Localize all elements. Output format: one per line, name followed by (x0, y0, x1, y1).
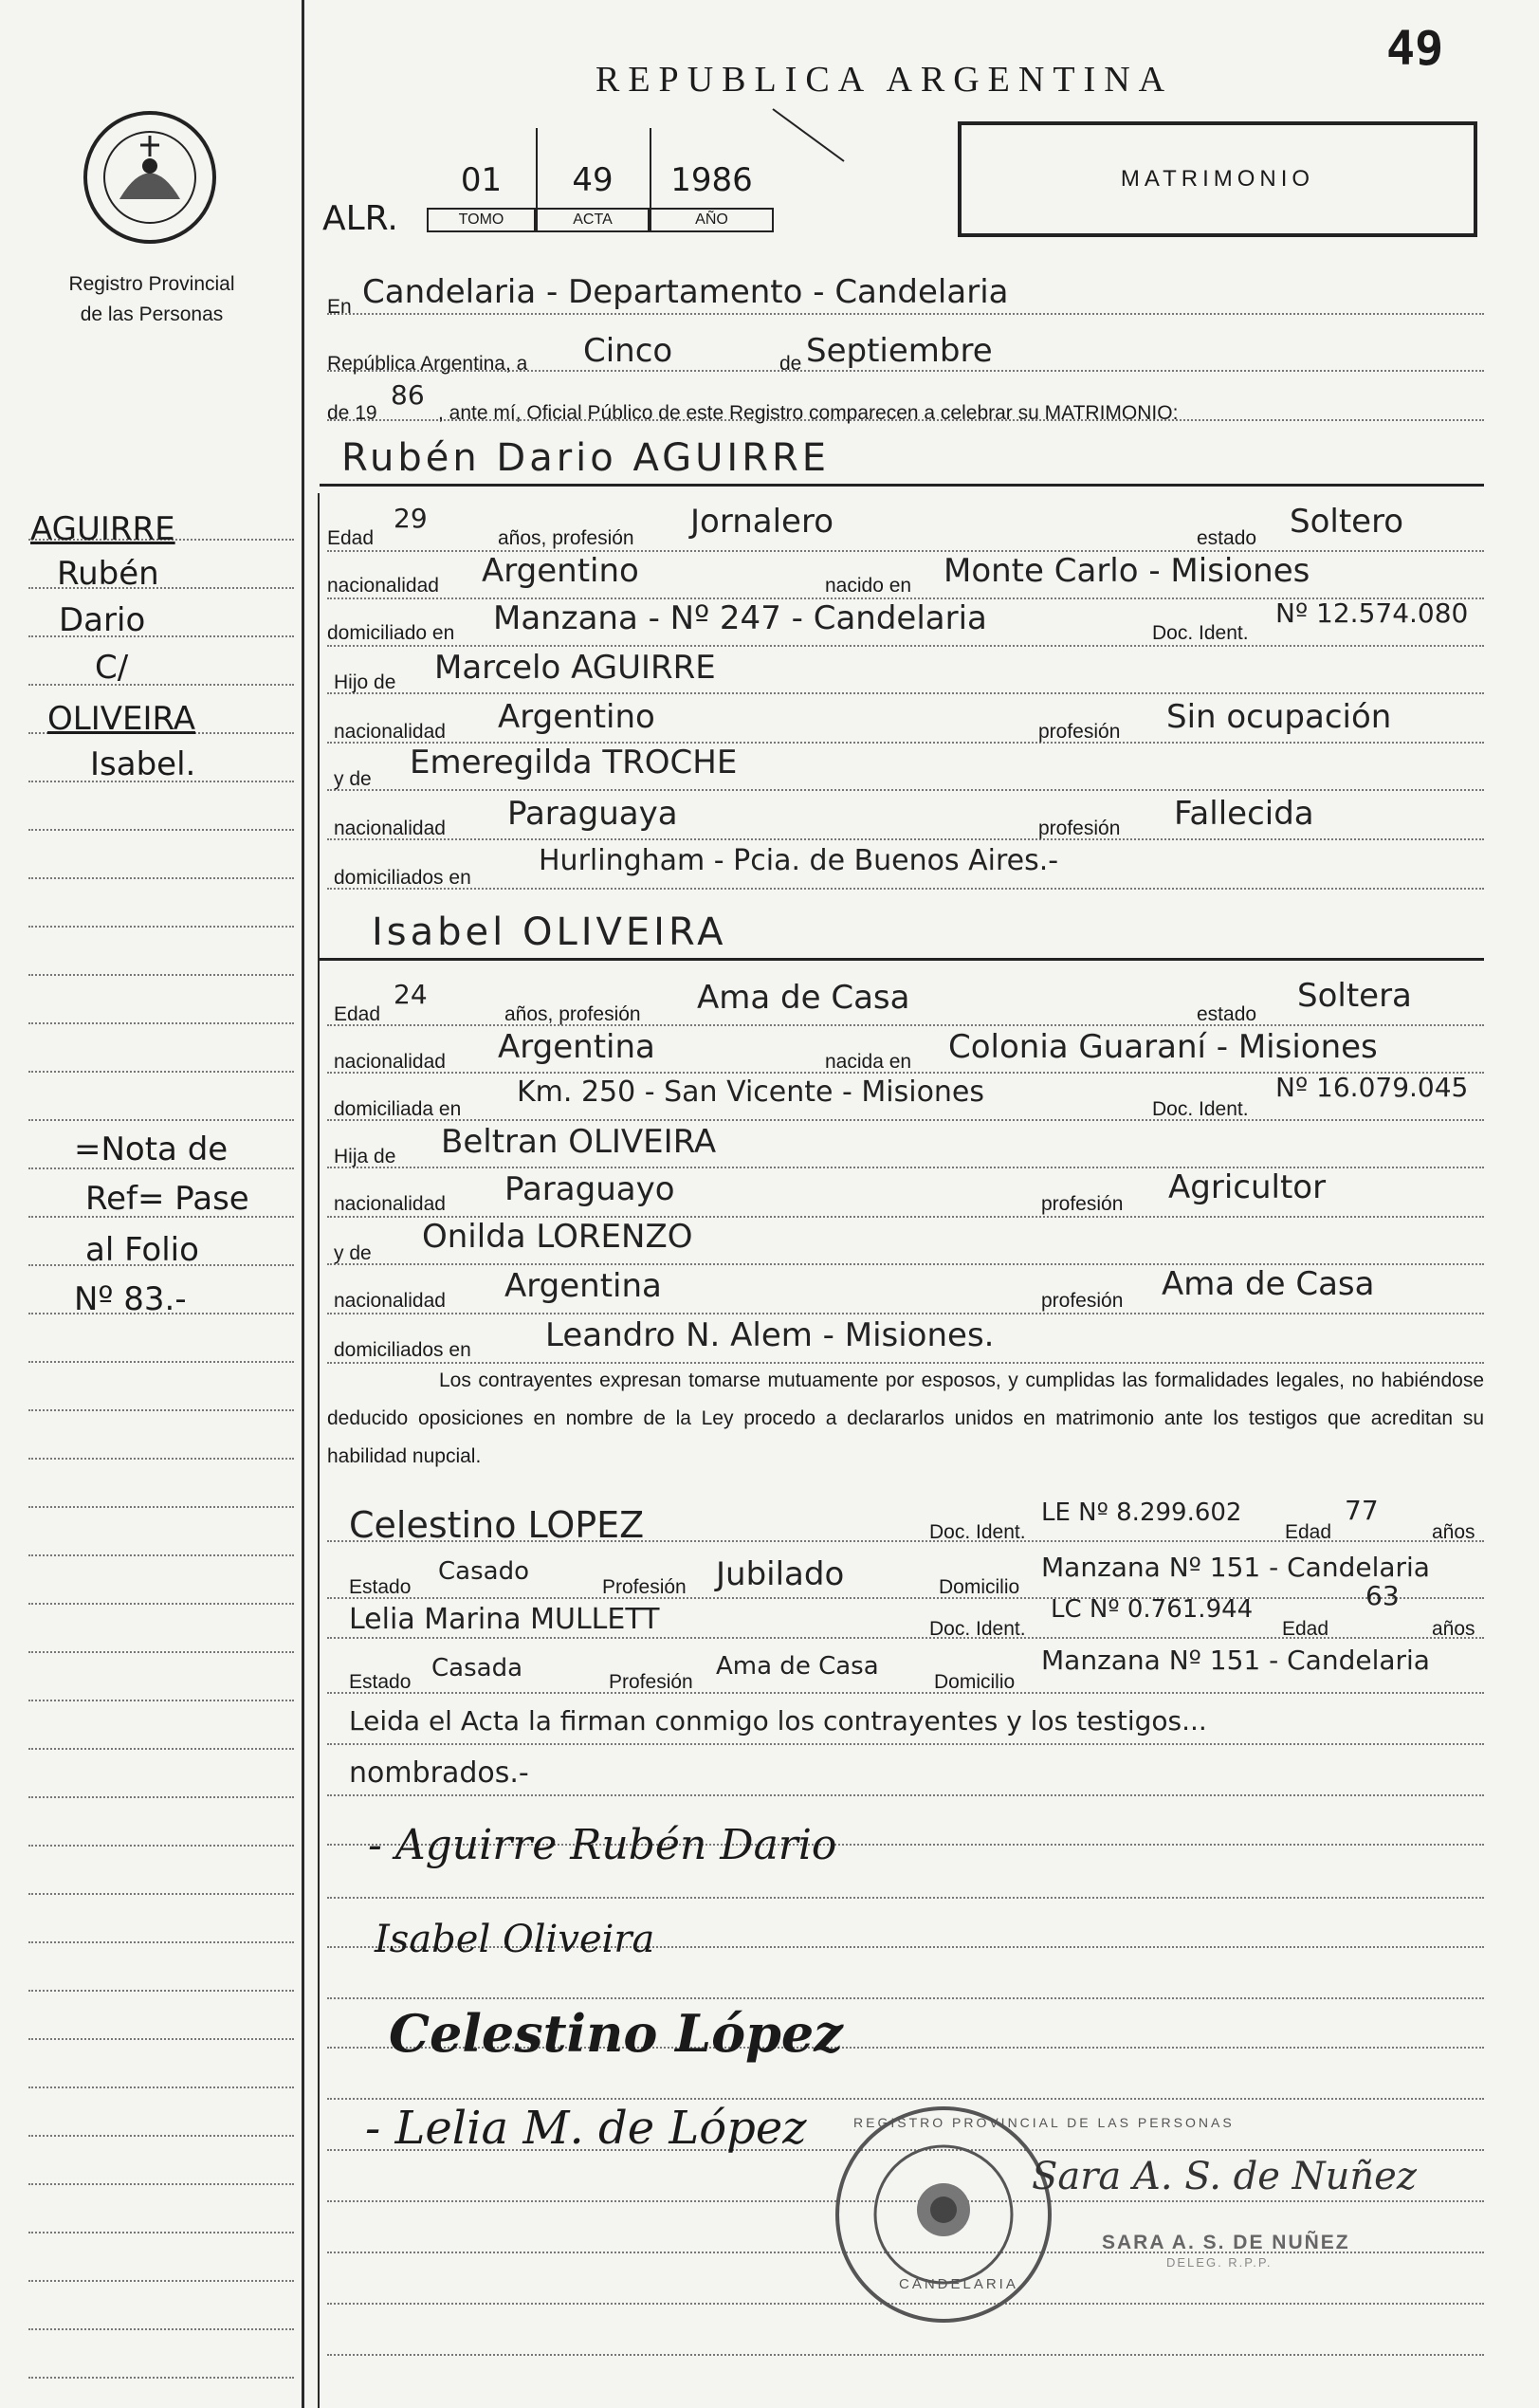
sidebar-rule (28, 1893, 294, 1895)
sidebar-rule (28, 1409, 294, 1411)
declaration-paragraph: Los contrayentes expresan tomarse mutuamente por esposos, y cumplidas las formalidades legales, no habiéndose deducido oposiciones en nombre de la Ley procedo a declararlos unidos en matrimonio ante los testigos que acreditan su habilidad nupcial. (327, 1369, 1484, 1467)
registry-stamp-icon (830, 2101, 1057, 2328)
bride-full-name: Isabel OLIVEIRA (372, 910, 727, 954)
witness-2-profession: Ama de Casa (716, 1652, 879, 1681)
groom-mother-nationality: Paraguaya (507, 795, 678, 833)
registry-name (38, 269, 266, 330)
sidebar-rule (28, 1458, 294, 1460)
tomo-cell (427, 128, 536, 232)
witness-1-status: Casado (438, 1557, 529, 1586)
groom-nacido-label: nacido en (825, 575, 912, 597)
witness-2-estado-label: Estado (349, 1671, 412, 1693)
form-rule (327, 313, 1484, 315)
sidebar-rule (28, 2328, 294, 2330)
witness-1-estado-label: Estado (349, 1576, 412, 1598)
bride-domicile: Km. 250 - San Vicente - Misiones (517, 1075, 985, 1109)
stamp-center-text: CANDELARIA (899, 2276, 1018, 2292)
sidebar-rule (28, 1361, 294, 1363)
tomo-label: TOMO (427, 208, 536, 232)
witness-1-profesion-label: Profesión (602, 1576, 687, 1598)
bride-profesion-label: años, profesión (504, 1003, 641, 1025)
tomo-acta-anio-box (427, 128, 774, 232)
page-number: 49 (1386, 21, 1444, 76)
form-rule (327, 1313, 1484, 1314)
bride-nacida-label: nacida en (825, 1051, 912, 1073)
year-suffix: 86 (391, 379, 425, 411)
bride-father-profession: Agricultor (1168, 1168, 1327, 1206)
place-value: Candelaria - Departamento - Candelaria (362, 273, 1009, 311)
witness-2-doc-label: Doc. Ident. (929, 1618, 1026, 1640)
registry-line-1: Registro Provincial (68, 273, 235, 295)
witness-2-domicilio-label: Domicilio (934, 1671, 1016, 1693)
sidebar-note-1: =Nota de (74, 1130, 229, 1168)
witness-2-anos-label: años (1432, 1618, 1475, 1640)
witness-1-profession: Jubilado (716, 1555, 845, 1593)
closing-line-2: nombrados.- (349, 1756, 529, 1790)
republica-label: República Argentina, a (327, 353, 528, 375)
sidebar-rule (28, 1071, 294, 1073)
bride-father: Beltran OLIVEIRA (441, 1123, 717, 1161)
groom-parents-dom-label: domiciliados en (334, 867, 471, 889)
appearance-statement: , ante mí, Oficial Público de este Registro comparecen a celebrar su MATRIMONIO: (438, 402, 1179, 424)
bride-mother-prof-label: profesión (1041, 1290, 1124, 1312)
sidebar-note-4: Nº 83.- (74, 1280, 187, 1318)
groom-name-underline (320, 484, 1484, 487)
form-rule (327, 1024, 1484, 1026)
bride-civil-status: Soltera (1297, 977, 1412, 1015)
bride-estado-label: estado (1197, 1003, 1257, 1025)
witness-2-domicile: Manzana Nº 151 - Candelaria (1041, 1645, 1430, 1676)
bride-nacionalidad-label: nacionalidad (334, 1051, 446, 1073)
groom-mother: Emeregilda TROCHE (410, 744, 738, 781)
witness-2-name: Lelia Marina MULLETT (349, 1603, 660, 1636)
sidebar-rule (28, 1845, 294, 1847)
tomo-value: 01 (460, 161, 503, 199)
groom-yde-label: y de (334, 768, 372, 790)
sidebar-rule (28, 829, 294, 831)
anio-value: 1986 (670, 161, 753, 199)
sidebar-rule (28, 1022, 294, 1024)
bride-profession: Ama de Casa (697, 979, 910, 1017)
signature-bride: Isabel Oliveira (375, 1918, 655, 1961)
officer-role: DELEG. R.P.P. (1166, 2255, 1273, 2270)
form-rule (327, 692, 1484, 694)
sidebar-rule (28, 2280, 294, 2282)
witness-2-status: Casada (431, 1654, 523, 1682)
form-rule (327, 1794, 1484, 1796)
document-title: REPUBLICA ARGENTINA (595, 60, 1174, 100)
sidebar-rule (28, 1796, 294, 1798)
witness-2-edad-label: Edad (1282, 1618, 1329, 1640)
form-rule (327, 1997, 1484, 1999)
groom-estado-label: estado (1197, 527, 1257, 549)
groom-mother-nac-label: nacionalidad (334, 818, 446, 839)
year-prefix: de 19 (327, 402, 377, 424)
bride-name-underline (320, 958, 1484, 961)
document-type-box (958, 121, 1477, 237)
bride-doc-number: Nº 16.079.045 (1275, 1072, 1469, 1103)
groom-father-profession: Sin ocupación (1166, 698, 1392, 736)
groom-full-name: Rubén Dario AGUIRRE (341, 436, 831, 480)
sidebar-name-5: OLIVEIRA (47, 700, 196, 738)
bride-mother-profession: Ama de Casa (1162, 1265, 1375, 1303)
sidebar-rule (28, 1506, 294, 1508)
bride-domiciliada-label: domiciliada en (334, 1098, 462, 1120)
witness-1-domicilio-label: Domicilio (939, 1576, 1020, 1598)
form-rule (327, 838, 1484, 840)
groom-hijo-label: Hijo de (334, 671, 396, 693)
en-label: En (327, 296, 352, 318)
sidebar-name-6: Isabel. (90, 745, 196, 783)
sidebar-rule (28, 1941, 294, 1943)
sidebar-rule (28, 974, 294, 976)
alr-mark: ALR. (322, 199, 398, 238)
form-rule (327, 1119, 1484, 1121)
witness-2-doc: LC Nº 0.761.944 (1051, 1595, 1254, 1624)
witness-1-name: Celestino LOPEZ (349, 1504, 645, 1546)
groom-father-nationality: Argentino (498, 698, 655, 736)
signature-witness-2: - Lelia M. de López (365, 2102, 807, 2155)
groom-birthplace: Monte Carlo - Misiones (944, 552, 1310, 590)
left-margin-line (302, 0, 304, 2408)
sidebar-rule (28, 1119, 294, 1121)
groom-mother-profession: Fallecida (1174, 795, 1314, 833)
bride-parents-dom-label: domiciliados en (334, 1339, 471, 1361)
bride-parents-domicile: Leandro N. Alem - Misiones. (545, 1316, 995, 1354)
check-mark-icon (768, 104, 853, 171)
sidebar-rule (28, 684, 294, 686)
day-value: Cinco (583, 332, 673, 370)
groom-profession: Jornalero (690, 503, 834, 541)
witness-1-domicile: Manzana Nº 151 - Candelaria (1041, 1552, 1430, 1583)
sidebar-name-1: AGUIRRE (30, 510, 175, 548)
sidebar-rule (28, 2183, 294, 2185)
groom-age: 29 (394, 503, 428, 534)
sidebar-note-3: al Folio (85, 1231, 199, 1269)
signature-witness-1: Celestino López (389, 2003, 843, 2064)
anio-label: AÑO (650, 208, 774, 232)
groom-civil-status: Soltero (1290, 503, 1404, 541)
bride-age: 24 (394, 979, 428, 1010)
sidebar-rule (28, 1554, 294, 1556)
bride-doc-label: Doc. Ident. (1152, 1098, 1249, 1120)
bride-father-nationality: Paraguayo (504, 1170, 675, 1208)
bride-yde-label: y de (334, 1242, 372, 1264)
sidebar-rule (28, 2038, 294, 2040)
province-seal-icon (82, 109, 219, 247)
officer-name: SARA A. S. DE NUÑEZ (1102, 2232, 1350, 2253)
sidebar-name-4: C/ (95, 649, 129, 687)
month-value: Septiembre (806, 332, 993, 370)
closing-line-1: Leida el Acta la firman conmigo los contrayentes y los testigos... (349, 1705, 1207, 1737)
witness-1-doc: LE Nº 8.299.602 (1041, 1498, 1242, 1527)
groom-father: Marcelo AGUIRRE (434, 649, 716, 687)
form-rule (327, 1897, 1484, 1899)
groom-doc-number: Nº 12.574.080 (1275, 597, 1469, 629)
groom-father-prof-label: profesión (1038, 721, 1121, 743)
groom-nationality: Argentino (482, 552, 639, 590)
form-rule (327, 1692, 1484, 1694)
witness-1-edad-label: Edad (1285, 1521, 1332, 1543)
stamp-ring-text: REGISTRO PROVINCIAL DE LAS PERSONAS (853, 2115, 1235, 2130)
form-rule (327, 1597, 1484, 1599)
de-label: de (779, 353, 802, 375)
acta-label: ACTA (536, 208, 650, 232)
registry-line-2: de las Personas (80, 303, 224, 325)
form-rule (327, 2098, 1484, 2100)
bride-hija-label: Hija de (334, 1146, 396, 1167)
form-rule (327, 2354, 1484, 2356)
witness-1-age: 77 (1345, 1495, 1379, 1526)
sidebar-rule (28, 2232, 294, 2233)
sidebar-rule (28, 2086, 294, 2088)
document-type: MATRIMONIO (1120, 166, 1315, 192)
officer-signature: Sara A. S. de Nuñez (1032, 2155, 1417, 2198)
bride-mother-nationality: Argentina (504, 1267, 662, 1305)
sidebar-rule (28, 2135, 294, 2137)
bride-birthplace: Colonia Guaraní - Misiones (948, 1028, 1378, 1066)
sidebar-note-2: Ref= Pase (85, 1180, 249, 1218)
form-rule (327, 789, 1484, 791)
witness-1-doc-label: Doc. Ident. (929, 1521, 1026, 1543)
bride-father-prof-label: profesión (1041, 1193, 1124, 1215)
inner-margin-line (318, 493, 320, 2408)
groom-father-nac-label: nacionalidad (334, 721, 446, 743)
sidebar-rule (28, 1990, 294, 1992)
sidebar-rule (28, 1748, 294, 1750)
bride-father-nac-label: nacionalidad (334, 1193, 446, 1215)
witness-2-profesion-label: Profesión (609, 1671, 693, 1693)
sidebar-rule (28, 877, 294, 879)
witness-2-age: 63 (1365, 1580, 1400, 1611)
anio-cell (650, 128, 774, 232)
bride-mother: Onilda LORENZO (422, 1218, 693, 1256)
groom-nacionalidad-label: nacionalidad (327, 575, 439, 597)
sidebar-rule (28, 1700, 294, 1701)
acta-cell (536, 128, 650, 232)
sidebar-name-2: Rubén (57, 555, 159, 593)
sidebar-rule (28, 926, 294, 928)
witness-1-anos-label: años (1432, 1521, 1475, 1543)
sidebar-rule (28, 1651, 294, 1653)
form-rule (327, 1743, 1484, 1745)
groom-profesion-label: años, profesión (498, 527, 634, 549)
bride-mother-nac-label: nacionalidad (334, 1290, 446, 1312)
sidebar-name-3: Dario (59, 601, 146, 639)
sidebar-rule (28, 1603, 294, 1605)
groom-domiciliado-label: domiciliado en (327, 622, 455, 644)
form-rule (327, 645, 1484, 647)
groom-doc-label: Doc. Ident. (1152, 622, 1249, 644)
form-rule (327, 888, 1484, 890)
sidebar-rule (28, 2377, 294, 2379)
acta-value: 49 (572, 161, 614, 199)
signature-groom: - Aguirre Rubén Dario (368, 1821, 837, 1869)
groom-parents-domicile: Hurlingham - Pcia. de Buenos Aires.- (539, 844, 1059, 877)
groom-mother-prof-label: profesión (1038, 818, 1121, 839)
bride-edad-label: Edad (334, 1003, 381, 1025)
groom-edad-label: Edad (327, 527, 375, 549)
bride-nationality: Argentina (498, 1028, 655, 1066)
groom-domicile: Manzana - Nº 247 - Candelaria (493, 599, 987, 637)
